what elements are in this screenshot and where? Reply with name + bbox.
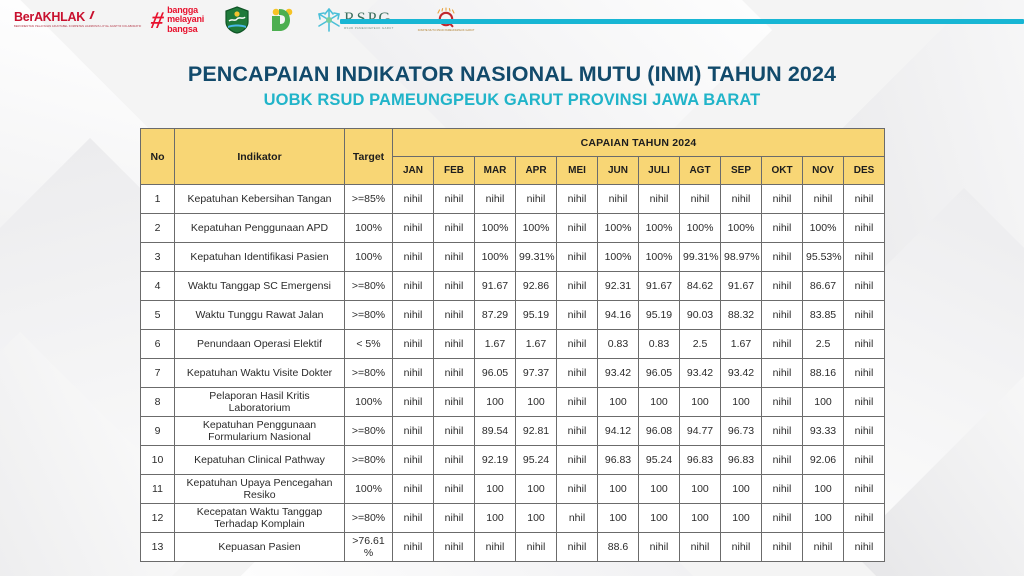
rspg-mark-icon [316, 7, 342, 33]
table-row [141, 214, 885, 243]
table-row [141, 185, 885, 214]
cell-month-apr: 92.86 [516, 272, 557, 301]
cell-month-apr: 100 [516, 475, 557, 504]
cell-month-nov: 88.16 [803, 359, 844, 388]
cell-month-feb: nihil [434, 243, 475, 272]
cell-target: >76.61 % [345, 533, 393, 562]
berakhlak-tick-icon [84, 11, 94, 19]
cell-month-okt: nihil [762, 301, 803, 330]
cell-target: 100% [345, 243, 393, 272]
cell-month-feb: nihil [434, 475, 475, 504]
cell-month-mar: 100 [475, 504, 516, 533]
cell-month-des: nihil [844, 504, 885, 533]
col-header-month-sep: SEP [721, 157, 762, 185]
col-header-no: No [141, 129, 175, 185]
cell-month-juli: nihil [639, 533, 680, 562]
cell-month-des: nihil [844, 243, 885, 272]
cell-month-feb: nihil [434, 214, 475, 243]
cell-month-apr: 97.37 [516, 359, 557, 388]
cell-target: 100% [345, 388, 393, 417]
cell-month-apr: 1.67 [516, 330, 557, 359]
table-row [141, 272, 885, 301]
col-header-month-agt: AGT [680, 157, 721, 185]
cell-month-feb: nihil [434, 359, 475, 388]
cell-target: >=80% [345, 359, 393, 388]
cell-month-apr: 92.81 [516, 417, 557, 446]
cell-month-mei: nihil [557, 330, 598, 359]
cell-indikator: Kepatuhan Penggunaan APD [175, 214, 345, 243]
cell-month-sep: 96.83 [721, 446, 762, 475]
cell-month-feb: nihil [434, 417, 475, 446]
cell-month-apr: 95.24 [516, 446, 557, 475]
col-header-month-jun: JUN [598, 157, 639, 185]
cell-target: >=80% [345, 504, 393, 533]
cell-target: 100% [345, 475, 393, 504]
cell-month-juli: 100 [639, 475, 680, 504]
cell-month-des: nihil [844, 446, 885, 475]
cell-month-des: nihil [844, 533, 885, 562]
cell-month-juli: 100 [639, 504, 680, 533]
cell-month-mei: nihil [557, 475, 598, 504]
logo-strip [0, 0, 1024, 40]
cell-month-nov: 83.85 [803, 301, 844, 330]
bangga-line-1: bangga [167, 5, 198, 16]
jawa-barat-emblem [224, 6, 250, 34]
cell-month-apr: 100% [516, 214, 557, 243]
cell-indikator: Waktu Tanggap SC Emergensi [175, 272, 345, 301]
cell-month-jun: 100% [598, 214, 639, 243]
table-row [141, 533, 885, 562]
cell-month-jun: 94.12 [598, 417, 639, 446]
cell-month-mar: 96.05 [475, 359, 516, 388]
cell-month-nov: 100% [803, 214, 844, 243]
cell-month-des: nihil [844, 330, 885, 359]
cell-month-jan: nihil [393, 417, 434, 446]
cell-month-agt: 93.42 [680, 359, 721, 388]
cell-month-okt: nihil [762, 446, 803, 475]
cell-month-mei: nihil [557, 301, 598, 330]
cell-indikator: Waktu Tunggu Rawat Jalan [175, 301, 345, 330]
table-row [141, 388, 885, 417]
cell-month-juli: nihil [639, 185, 680, 214]
table-row [141, 359, 885, 388]
cell-indikator: Kepatuhan Upaya Pencegahan Resiko [175, 475, 345, 504]
cell-no: 8 [141, 388, 175, 417]
cell-month-nov: 2.5 [803, 330, 844, 359]
cell-month-jan: nihil [393, 504, 434, 533]
page-subtitle: UOBK RSUD PAMEUNGPEUK GARUT PROVINSI JAWA BARAT [263, 91, 761, 110]
cell-no: 2 [141, 214, 175, 243]
cell-month-jan: nihil [393, 185, 434, 214]
cell-no: 5 [141, 301, 175, 330]
cell-month-okt: nihil [762, 533, 803, 562]
cell-month-mar: 100 [475, 475, 516, 504]
cell-month-okt: nihil [762, 359, 803, 388]
cell-month-juli: 96.08 [639, 417, 680, 446]
cell-month-jun: nihil [598, 185, 639, 214]
cell-month-jun: 100 [598, 475, 639, 504]
berakhlak-wordmark: BerAKHLAK [14, 10, 85, 25]
col-header-month-okt: OKT [762, 157, 803, 185]
cell-month-juli: 95.24 [639, 446, 680, 475]
cell-month-okt: nihil [762, 504, 803, 533]
col-header-month-jan: JAN [393, 157, 434, 185]
cell-month-sep: 100 [721, 475, 762, 504]
cell-month-sep: 91.67 [721, 272, 762, 301]
col-header-target: Target [345, 129, 393, 185]
cell-no: 12 [141, 504, 175, 533]
bangga-line-2: melayani [167, 14, 205, 25]
cell-month-mei: nihil [557, 446, 598, 475]
cell-month-feb: nihil [434, 388, 475, 417]
cell-indikator: Kepatuhan Kebersihan Tangan [175, 185, 345, 214]
inm-table-container [140, 128, 885, 562]
cell-month-juli: 100% [639, 214, 680, 243]
cell-month-des: nihil [844, 272, 885, 301]
cell-month-jun: 0.83 [598, 330, 639, 359]
cell-month-jan: nihil [393, 388, 434, 417]
cell-month-jun: 88.6 [598, 533, 639, 562]
cell-month-nov: nihil [803, 185, 844, 214]
cell-month-jun: 100% [598, 243, 639, 272]
cell-month-juli: 95.19 [639, 301, 680, 330]
cell-month-okt: nihil [762, 272, 803, 301]
cell-month-mar: 87.29 [475, 301, 516, 330]
cell-target: >=80% [345, 301, 393, 330]
cell-month-juli: 91.67 [639, 272, 680, 301]
cell-month-juli: 0.83 [639, 330, 680, 359]
cell-month-mei: nhil [557, 504, 598, 533]
cell-month-feb: nihil [434, 301, 475, 330]
berakhlak-tagline: BERORIENTASI PELAYANAN AKUNTABEL KOMPETEN HARMONIS LOYAL ADAPTIF KOLABORATIF [14, 24, 142, 28]
cell-month-agt: 100 [680, 388, 721, 417]
table-row [141, 504, 885, 533]
cell-month-apr: 95.19 [516, 301, 557, 330]
cell-month-agt: 99.31% [680, 243, 721, 272]
cell-month-mei: nihil [557, 272, 598, 301]
bangga-melayani-bangsa-logo [151, 6, 204, 34]
cell-month-jan: nihil [393, 301, 434, 330]
inm-achievement-table [140, 128, 885, 562]
table-row [141, 243, 885, 272]
cell-month-jun: 93.42 [598, 359, 639, 388]
page-title: PENCAPAIAN INDIKATOR NASIONAL MUTU (INM) TAHUN 2024 [187, 62, 837, 86]
cell-month-mei: nihil [557, 359, 598, 388]
col-header-month-mar: MAR [475, 157, 516, 185]
cell-month-agt: 90.03 [680, 301, 721, 330]
cell-month-feb: nihil [434, 533, 475, 562]
cell-month-apr: nihil [516, 185, 557, 214]
cell-month-sep: 100% [721, 214, 762, 243]
cell-month-agt: 100% [680, 214, 721, 243]
table-header [141, 129, 885, 185]
cell-month-okt: nihil [762, 330, 803, 359]
cell-month-nov: 86.67 [803, 272, 844, 301]
cell-month-agt: 84.62 [680, 272, 721, 301]
cell-no: 9 [141, 417, 175, 446]
cell-month-mar: 100% [475, 214, 516, 243]
cell-no: 11 [141, 475, 175, 504]
cell-indikator: Pelaporan Hasil Kritis Laboratorium [175, 388, 345, 417]
cell-month-feb: nihil [434, 446, 475, 475]
cell-no: 3 [141, 243, 175, 272]
cell-target: >=80% [345, 417, 393, 446]
cell-no: 13 [141, 533, 175, 562]
cell-month-agt: 100 [680, 504, 721, 533]
col-header-month-des: DES [844, 157, 885, 185]
col-header-month-apr: APR [516, 157, 557, 185]
col-header-indikator: Indikator [175, 129, 345, 185]
cell-month-mei: nihil [557, 533, 598, 562]
cell-month-feb: nihil [434, 185, 475, 214]
cell-month-okt: nihil [762, 243, 803, 272]
cell-month-jan: nihil [393, 359, 434, 388]
cell-indikator: Kepatuhan Clinical Pathway [175, 446, 345, 475]
cell-month-sep: 1.67 [721, 330, 762, 359]
col-header-group-capaian: CAPAIAN TAHUN 2024 [393, 129, 885, 157]
cell-month-mar: nihil [475, 533, 516, 562]
col-header-month-feb: FEB [434, 157, 475, 185]
cell-month-nov: 92.06 [803, 446, 844, 475]
cell-month-mar: 89.54 [475, 417, 516, 446]
col-header-month-juli: JULI [639, 157, 680, 185]
cell-month-mar: 100 [475, 388, 516, 417]
cell-month-jun: 96.83 [598, 446, 639, 475]
cell-target: >=80% [345, 446, 393, 475]
cell-month-jan: nihil [393, 243, 434, 272]
cell-month-des: nihil [844, 475, 885, 504]
cell-target: 100% [345, 214, 393, 243]
berakhlak-logo [14, 11, 141, 28]
cell-target: >=80% [345, 272, 393, 301]
cell-month-sep: 100 [721, 504, 762, 533]
cell-month-nov: nihil [803, 533, 844, 562]
table-header-row-1 [141, 129, 885, 157]
cell-no: 7 [141, 359, 175, 388]
cell-month-mar: 91.67 [475, 272, 516, 301]
cell-month-apr: 99.31% [516, 243, 557, 272]
cell-month-feb: nihil [434, 504, 475, 533]
cell-month-jun: 100 [598, 388, 639, 417]
table-row [141, 475, 885, 504]
cell-indikator: Kecepatan Waktu Tanggap Terhadap Komplain [175, 504, 345, 533]
cell-month-mar: 1.67 [475, 330, 516, 359]
cell-target: < 5% [345, 330, 393, 359]
cell-month-jan: nihil [393, 475, 434, 504]
cell-month-sep: 93.42 [721, 359, 762, 388]
table-row [141, 301, 885, 330]
cell-month-sep: 100 [721, 388, 762, 417]
cell-month-jan: nihil [393, 533, 434, 562]
cell-month-nov: 95.53% [803, 243, 844, 272]
cell-month-jun: 92.31 [598, 272, 639, 301]
cell-month-jan: nihil [393, 446, 434, 475]
cell-month-apr: 100 [516, 388, 557, 417]
cell-month-des: nihil [844, 301, 885, 330]
cell-month-nov: 100 [803, 504, 844, 533]
cell-month-mei: nihil [557, 417, 598, 446]
cell-month-okt: nihil [762, 475, 803, 504]
table-row [141, 330, 885, 359]
header-divider-rule [340, 19, 1024, 24]
cell-month-des: nihil [844, 185, 885, 214]
cell-indikator: Kepatuhan Waktu Visite Dokter [175, 359, 345, 388]
cell-no: 4 [141, 272, 175, 301]
cell-no: 6 [141, 330, 175, 359]
cell-indikator: Penundaan Operasi Elektif [175, 330, 345, 359]
cell-month-des: nihil [844, 214, 885, 243]
cell-month-feb: nihil [434, 272, 475, 301]
cell-month-des: nihil [844, 388, 885, 417]
cell-month-sep: 88.32 [721, 301, 762, 330]
hash-icon: # [149, 6, 167, 33]
cell-month-apr: nihil [516, 533, 557, 562]
cell-indikator: Kepatuhan Penggunaan Formularium Nasional [175, 417, 345, 446]
cell-month-jan: nihil [393, 330, 434, 359]
cell-indikator: Kepuasan Pasien [175, 533, 345, 562]
cell-month-des: nihil [844, 359, 885, 388]
cell-month-sep: 96.73 [721, 417, 762, 446]
cell-month-juli: 96.05 [639, 359, 680, 388]
cell-month-agt: nihil [680, 185, 721, 214]
cell-month-agt: nihil [680, 533, 721, 562]
col-header-month-mei: MEI [557, 157, 598, 185]
cell-month-agt: 96.83 [680, 446, 721, 475]
cell-month-sep: nihil [721, 185, 762, 214]
cell-month-okt: nihil [762, 214, 803, 243]
cell-month-feb: nihil [434, 330, 475, 359]
cell-month-mei: nihil [557, 388, 598, 417]
page-title-block [0, 62, 1024, 110]
cell-month-mar: nihil [475, 185, 516, 214]
cell-month-apr: 100 [516, 504, 557, 533]
puskesmas-logo [268, 6, 298, 34]
cell-month-okt: nihil [762, 185, 803, 214]
cell-month-okt: nihil [762, 388, 803, 417]
cell-month-agt: 2.5 [680, 330, 721, 359]
cell-month-juli: 100% [639, 243, 680, 272]
cell-month-mei: nihil [557, 185, 598, 214]
cell-month-jun: 100 [598, 504, 639, 533]
cell-month-nov: 100 [803, 388, 844, 417]
cell-month-nov: 100 [803, 475, 844, 504]
cell-target: >=85% [345, 185, 393, 214]
cell-month-jan: nihil [393, 214, 434, 243]
bangga-line-3: bangsa [167, 23, 198, 34]
cell-month-des: nihil [844, 417, 885, 446]
cell-month-sep: nihil [721, 533, 762, 562]
table-body [141, 185, 885, 562]
rspg-tagline: RSUD PAMEUNGPEUK GARUT [344, 25, 394, 30]
cell-month-agt: 100 [680, 475, 721, 504]
col-header-month-nov: NOV [803, 157, 844, 185]
cell-month-mei: nihil [557, 214, 598, 243]
cell-indikator: Kepatuhan Identifikasi Pasien [175, 243, 345, 272]
table-row [141, 446, 885, 475]
cell-month-juli: 100 [639, 388, 680, 417]
mutu-tagline: KOMITE MUTU RSUD PAMEUNGPEUK GARUT [417, 29, 475, 33]
cell-no: 1 [141, 185, 175, 214]
cell-month-jun: 94.16 [598, 301, 639, 330]
cell-month-mar: 92.19 [475, 446, 516, 475]
cell-no: 10 [141, 446, 175, 475]
cell-month-mei: nihil [557, 243, 598, 272]
cell-month-mar: 100% [475, 243, 516, 272]
table-row [141, 417, 885, 446]
cell-month-nov: 93.33 [803, 417, 844, 446]
cell-month-sep: 98.97% [721, 243, 762, 272]
cell-month-okt: nihil [762, 417, 803, 446]
cell-month-agt: 94.77 [680, 417, 721, 446]
cell-month-jan: nihil [393, 272, 434, 301]
